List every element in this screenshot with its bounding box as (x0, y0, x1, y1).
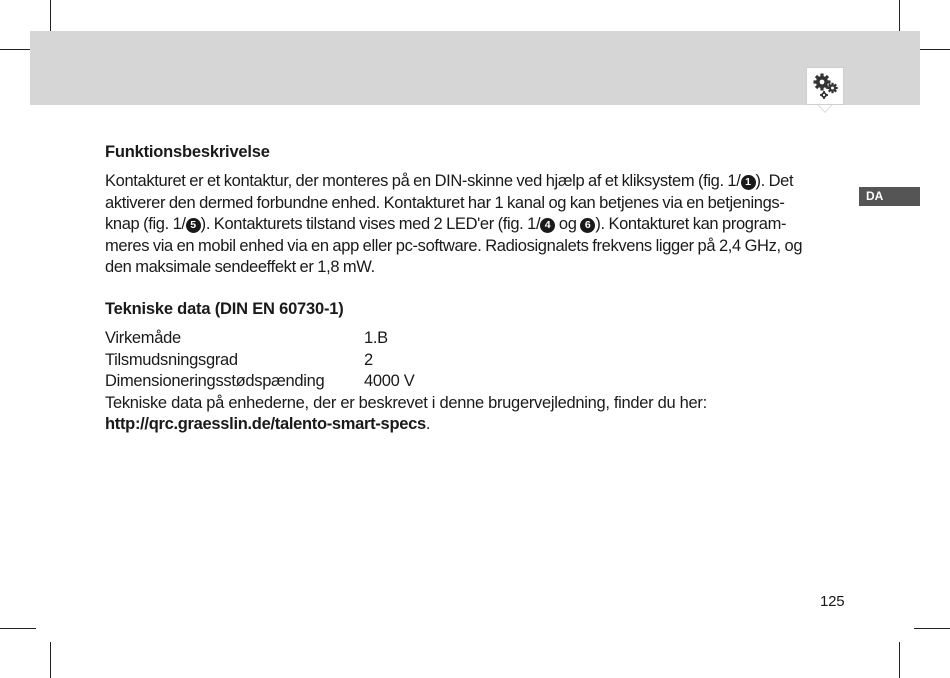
text-run: meres via en mobil enhed via en app eller pc-software. Radiosignalets frekvens ligger på 2,4 GHz, og (105, 236, 803, 255)
specs-url-link[interactable]: http://qrc.graesslin.de/talento-smart-specs (105, 415, 426, 434)
text-run: aktiverer den dermed forbundne enhed. Kontakturet har 1 kanal og kan betjenes via en betjenings- (105, 193, 785, 212)
badge-pointer-fill (818, 104, 832, 112)
text-run: ). Kontakturet kan program- (595, 215, 787, 234)
page-number: 125 (820, 593, 845, 610)
paragraph-line (105, 257, 845, 279)
technical-data-list (105, 328, 845, 436)
section-heading: Tekniske data (DIN EN 60730-1) (105, 300, 344, 318)
spec-row (105, 371, 845, 393)
crop-mark (0, 628, 36, 629)
crop-mark (50, 642, 51, 678)
text-run: den maksimale sendeeffekt er 1,8 mW. (105, 258, 375, 277)
paragraph-line (105, 236, 845, 258)
specs-link-line (105, 414, 845, 436)
spec-value: 1.B (364, 329, 388, 347)
text-run: og (555, 215, 581, 234)
figure-ref-badge: 1 (741, 175, 756, 190)
figure-ref-badge: 5 (186, 218, 201, 233)
paragraph-line (105, 171, 845, 193)
figure-ref-badge: 4 (540, 218, 555, 233)
spec-label: Tilsmudsningsgrad (105, 350, 238, 369)
url-suffix: . (425, 415, 431, 434)
paragraph-line (105, 193, 845, 215)
paragraph-line (105, 214, 845, 236)
technical-data-section (105, 300, 845, 319)
text-run: knap (fig. 1/ (105, 215, 186, 234)
crop-mark (899, 642, 900, 678)
crop-mark (914, 628, 950, 629)
header-band (30, 31, 920, 105)
spec-row (105, 350, 845, 372)
spec-value: 4000 V (364, 372, 415, 391)
function-description-section (105, 143, 845, 162)
spec-label: Dimensioneringsstødspænding (105, 372, 325, 391)
language-tab: DA (859, 187, 920, 206)
gears-icon (806, 67, 844, 105)
spec-label: Virkemåde (105, 329, 181, 347)
section-heading: Funktionsbeskrivelse (105, 143, 270, 161)
figure-ref-badge: 6 (580, 218, 595, 233)
text-run: Kontakturet er et kontaktur, der monteres på en DIN-skinne ved hjælp af et kliksystem (fig. 1/ (105, 172, 741, 190)
function-description-text (105, 171, 845, 279)
spec-row (105, 328, 845, 350)
spec-value: 2 (364, 350, 373, 369)
specs-note: Tekniske data på enhederne, der er beskrevet i denne brugervejledning, finder du her: (105, 393, 707, 412)
text-run: ). Kontakturets tilstand vises med 2 LED'er (fig. 1/ (200, 215, 541, 234)
text-run: ). Det (755, 172, 794, 190)
